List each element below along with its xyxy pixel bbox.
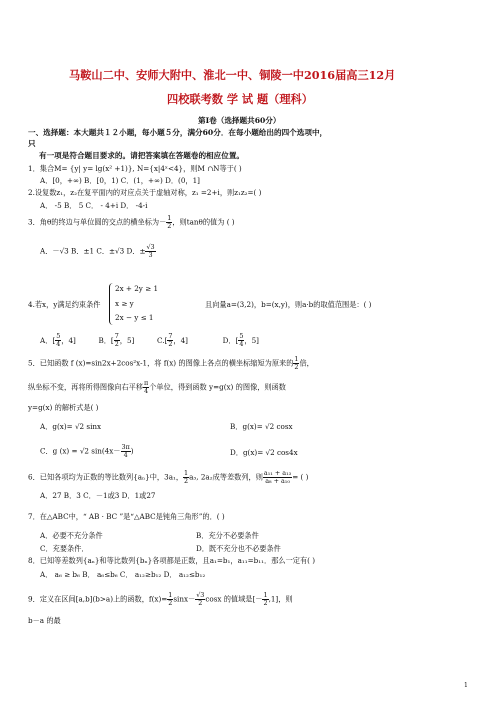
q4-opt-a-d: 4 [56, 340, 61, 348]
q6-frac-d: 2 [184, 477, 189, 485]
q4-opt-b [98, 332, 135, 348]
q3-optd-numerator: √3 [146, 243, 155, 251]
section-instructions-line1: 一、选择题：本大题共１２小题，每小题５分，满分60分．在每小题给出的四个选项中， [28, 128, 328, 137]
q5-line3: y=g(x) 的解析式是( ) [28, 403, 99, 412]
q4-opt-c-label: C.[ [156, 335, 168, 345]
part1-heading: 第Ⅰ卷（选择题共60分） [198, 116, 281, 125]
q6-stem-text-a: 6．已知各项均为正数的等比数列{aₙ}中，3a₁， [28, 472, 184, 482]
q5-opt-d: D．g(x)= √2 cos4x [230, 448, 298, 457]
q4-constraint-1: 2x + 2y ≥ 1 [115, 284, 159, 293]
q4-opt-b-d: 2 [114, 340, 119, 348]
q6-stem-text-b: a₃, 2a₂成等差数列，则 [189, 472, 263, 482]
q3-stem [28, 215, 235, 230]
q5-line2 [28, 380, 286, 395]
q5-opt-c-d: 4 [123, 451, 128, 459]
q5-opt-c-text: C．g (x) = √2 sin(4x－ [40, 446, 121, 456]
q5-line2-n: π [144, 379, 149, 387]
q5-opt-c [40, 444, 134, 459]
q1-stem: 1．集合M= {y| y= lg(x² +1)}, N={x|4ˣ<4}，则M ∩N等于( ) [28, 164, 242, 173]
q5-line2-text: 纵坐标不变，再将所得图像向右平移 [28, 382, 144, 392]
q4-opt-c-n: 7 [168, 332, 173, 340]
q5-line1-d: 2 [294, 363, 299, 371]
q9-f3-n: 1 [263, 591, 268, 599]
q8-stem: 8．已知等差数列{aₙ}和等比数列{bₙ}各项都是正数，且a₁=b₁，a₁₁=b₁₁．那么一定有( ) [28, 556, 316, 565]
q4-opt-b-n: 7 [114, 332, 119, 340]
q3-stem-text-a: 3．角θ的终边与单位圆的交点的横坐标为－ [28, 217, 167, 227]
q5-opt-c-tail: ) [130, 446, 134, 456]
q3-options [40, 244, 156, 259]
q3-option-d-fraction [145, 244, 155, 259]
q7-opt-a: A．必要不充分条件 [40, 531, 103, 540]
q4-constraint-3: 2x − y ≤ 1 [115, 313, 154, 322]
page-number: 1 [464, 682, 468, 689]
q4-opt-a-tail: ，4] [61, 335, 76, 345]
q8-options: A． a₆ ≥ b₆ B． a₆≤b₆ C． a₁₂≥b₁₂ D． a₁₂≤b₁₂ [40, 570, 206, 579]
exam-title-line2: 四校联考数 学 试 题（理科） [167, 92, 313, 106]
exam-title-line1: 马鞍山二中、安师大附中、淮北一中、铜陵一中2016届高三12月 [69, 68, 396, 82]
q4-opt-d-tail: ，5] [244, 335, 259, 345]
q5-line2-tail: 个单位，得到函数 y=g(x) 的图像，则函数 [149, 382, 286, 392]
q6-frac-n: 1 [184, 469, 189, 477]
q2-options: A． -5 B． 5 C． - 4+i D． -4-i [40, 201, 148, 210]
q5-line1-tail: 倍， [299, 358, 314, 368]
q6-options: A．27 B．3 C．－1或3 D．1或27 [40, 491, 156, 500]
q9-fraction-2 [195, 592, 205, 607]
q4-opt-a [40, 332, 76, 348]
q4-opt-b-tail: ，5] [119, 335, 135, 345]
q4-opt-c-d: 2 [168, 340, 173, 348]
q9-f1-d: 2 [168, 599, 173, 607]
q5-line2-d: 4 [144, 387, 149, 395]
q5-opt-a: A．g(x)= √2 sinx [40, 422, 102, 431]
q9-f2-d: 2 [198, 599, 203, 607]
q4-opt-d-n: 5 [239, 332, 244, 340]
q5-line1-text: 5．已知函数 f (x)=sin2x+2cos²x-1，将 f(x) 的图像上各点的横坐标缩短为原来的 [28, 358, 294, 368]
q4-opt-b-label: B．[ [98, 335, 114, 345]
q3-frac-denominator: 2 [167, 222, 172, 230]
section-instructions-line3: 有一项是符合题目要求的。请把答案填在答题卷的相应位置。 [39, 151, 245, 160]
q4-opt-d [222, 332, 259, 348]
q7-opt-d: D．既不充分也不必要条件 [196, 544, 281, 553]
q9-line2: b－a 的最 [28, 616, 61, 625]
q4-opt-c-tail: ，4] [173, 335, 188, 345]
q6-stem [28, 470, 308, 485]
q6-stem-text-c: = ( ) [292, 472, 309, 482]
q7-opt-c: C．充要条件． [40, 544, 89, 553]
q4-opt-d-label: D．[ [222, 335, 239, 345]
q4-tail: 且向量a=(3,2)，b=(x,y)，则a·b的取值范围是：( ) [205, 300, 372, 309]
q7-stem: 7．在△ABC中，“ AB · BC ”是“△ABC是钝角三角形”的．( ) [28, 512, 225, 521]
q6-ratio-fraction [263, 470, 292, 485]
q4-opt-c [156, 332, 188, 348]
q7-opt-b: B．充分不必要条件 [196, 531, 259, 540]
q9-f2-n: √3 [196, 591, 205, 599]
q4-options [40, 333, 259, 348]
q9-stem-text-a: 9．定义在区间[a,b](b>a)上的函数，f(x)= [28, 594, 168, 604]
q3-frac-numerator: 1 [167, 214, 172, 222]
q3-stem-text-b: ，则tanθ的值为 ( ) [172, 217, 235, 227]
q3-options-text: A．－√3 B．±1 C．±√3 D．± [40, 246, 146, 256]
q1-options: A．[0，+∞) B．[0，1) C．(1，+∞) D．(0，1] [40, 176, 200, 185]
q9-stem [28, 592, 293, 607]
q9-stem-text-c: cosx 的值域是[－ [205, 594, 263, 604]
q5-line1-n: 1 [294, 355, 299, 363]
q4-lead: 4.若x，y满足约束条件 [28, 300, 101, 309]
section-instructions-line2: 只 [28, 139, 36, 148]
q4-opt-d-d: 4 [239, 340, 244, 348]
q9-stem-text-d: ,1]，则 [268, 594, 293, 604]
q6-ratio-d: a₈ + a₁₀ [265, 477, 290, 485]
q3-optd-denominator: 3 [148, 251, 153, 259]
q9-stem-text-b: sinx－ [173, 594, 196, 604]
q9-f1-n: 1 [168, 591, 173, 599]
q4-constraint-brace [109, 283, 114, 325]
q5-line1 [28, 356, 314, 371]
q5-opt-b: B．g(x)= √2 cosx [230, 422, 293, 431]
q5-opt-c-n: 3π [121, 443, 130, 451]
q6-ratio-n: a₁₁ + a₁₃ [263, 469, 292, 477]
q5-opt-c-fraction [121, 444, 131, 459]
q2-stem: 2.设复数z₁，z₂在复平面内的对应点关于虚轴对称，z₁ =2+i，则z₁z₂=( ) [28, 188, 262, 197]
q4-opt-a-n: 5 [56, 332, 61, 340]
q4-constraint-2: x ≥ y [115, 299, 134, 308]
q9-f3-d: 2 [263, 599, 268, 607]
q4-opt-a-label: A．[ [40, 335, 56, 345]
